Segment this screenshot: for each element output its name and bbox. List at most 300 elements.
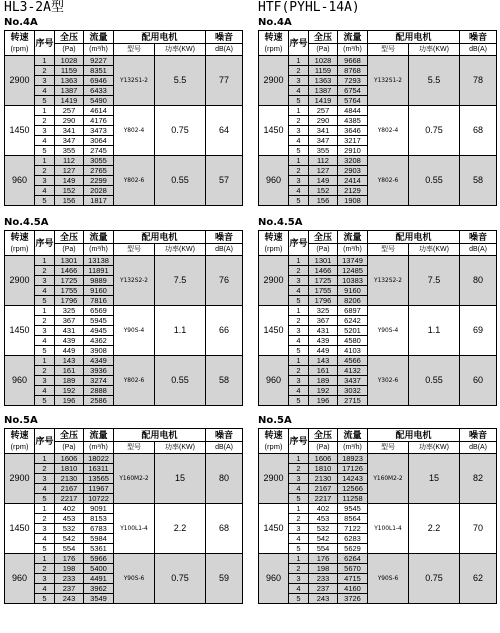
header-flow: 流量 [338, 429, 368, 442]
header-flow: 流量 [338, 231, 368, 244]
header-noise-unit: dB(A) [206, 44, 243, 56]
header-flow-unit: (m³/h) [338, 442, 368, 454]
header-seq: 序号 [35, 429, 55, 454]
flow-cell: 4566 [338, 356, 368, 366]
fan-table [4, 230, 243, 406]
header-speed-unit: (rpm) [10, 44, 29, 53]
header-pressure-unit: (Pa) [309, 44, 338, 56]
seq-cell: 4 [289, 386, 309, 396]
flow-cell: 13749 [338, 256, 368, 266]
table-row [259, 356, 497, 366]
seq-cell: 4 [35, 584, 55, 594]
pressure-cell: 1796 [309, 296, 338, 306]
flow-cell: 7293 [338, 76, 368, 86]
pressure-cell: 347 [55, 136, 84, 146]
table-row [259, 56, 497, 66]
model-cell: Y132S2-2 [368, 256, 409, 306]
pressure-cell: 143 [55, 356, 84, 366]
power-cell: 0.55 [409, 156, 460, 206]
power-cell: 2.2 [155, 504, 206, 554]
header-power: 功率(KW) [155, 244, 206, 256]
flow-cell: 8768 [338, 66, 368, 76]
table-row [259, 504, 497, 514]
pressure-cell: 176 [309, 554, 338, 564]
pressure-cell: 196 [309, 396, 338, 406]
speed-cell: 2900 [259, 454, 289, 504]
table-row [5, 256, 243, 266]
table-row [259, 554, 497, 564]
pressure-cell: 257 [309, 106, 338, 116]
flow-cell: 3208 [338, 156, 368, 166]
flow-cell: 10383 [338, 276, 368, 286]
table-row [5, 554, 243, 564]
power-cell: 2.2 [409, 504, 460, 554]
spacer [4, 206, 242, 216]
table-row [5, 356, 243, 366]
page-title: HL3-2A型 [4, 0, 64, 15]
pressure-cell: 198 [55, 564, 84, 574]
table-row [259, 156, 497, 166]
pressure-cell: 325 [55, 306, 84, 316]
seq-cell: 3 [289, 276, 309, 286]
noise-cell: 60 [460, 356, 497, 406]
pressure-cell: 439 [309, 336, 338, 346]
flow-cell: 2910 [338, 146, 368, 156]
header-motor: 配用电机 [368, 429, 460, 442]
flow-cell: 2903 [338, 166, 368, 176]
pressure-cell: 192 [309, 386, 338, 396]
seq-cell: 3 [289, 176, 309, 186]
header-power: 功率(KW) [409, 44, 460, 56]
header-noise-unit: dB(A) [460, 442, 497, 454]
column-right [258, 0, 496, 604]
pressure-cell: 367 [55, 316, 84, 326]
power-cell: 0.55 [409, 356, 460, 406]
seq-cell: 3 [289, 126, 309, 136]
flow-cell: 13565 [84, 474, 114, 484]
flow-cell: 3217 [338, 136, 368, 146]
flow-cell: 6283 [338, 534, 368, 544]
flow-cell: 5201 [338, 326, 368, 336]
flow-cell: 4580 [338, 336, 368, 346]
pressure-cell: 1810 [55, 464, 84, 474]
header-pressure: 全压 [309, 231, 338, 244]
speed-cell: 960 [259, 156, 289, 206]
flow-cell: 17126 [338, 464, 368, 474]
pressure-cell: 1755 [309, 286, 338, 296]
pressure-cell: 431 [55, 326, 84, 336]
flow-cell: 6433 [84, 86, 114, 96]
seq-cell: 4 [289, 584, 309, 594]
seq-cell: 5 [35, 544, 55, 554]
pressure-cell: 1466 [309, 266, 338, 276]
header-flow: 流量 [338, 31, 368, 44]
seq-cell: 5 [289, 396, 309, 406]
flow-cell: 5764 [338, 96, 368, 106]
flow-cell: 10722 [84, 494, 114, 504]
pressure-cell: 1159 [309, 66, 338, 76]
pressure-cell: 149 [309, 176, 338, 186]
power-cell: 7.5 [155, 256, 206, 306]
header-motor: 配用电机 [114, 31, 206, 44]
fan-table [4, 428, 243, 604]
seq-cell: 1 [289, 156, 309, 166]
seq-cell: 1 [35, 356, 55, 366]
pressure-cell: 1301 [309, 256, 338, 266]
flow-cell: 4491 [84, 574, 114, 584]
pressure-cell: 127 [309, 166, 338, 176]
seq-cell: 2 [289, 166, 309, 176]
model-cell: Y90S-4 [368, 306, 409, 356]
flow-cell: 2745 [84, 146, 114, 156]
seq-cell: 2 [289, 116, 309, 126]
model-cell: Y802-6 [114, 156, 155, 206]
pressure-cell: 367 [309, 316, 338, 326]
header-flow-unit: (m³/h) [338, 44, 368, 56]
pressure-cell: 449 [55, 346, 84, 356]
header-speed [259, 429, 289, 454]
flow-cell: 5945 [84, 316, 114, 326]
pressure-cell: 196 [55, 396, 84, 406]
pressure-cell: 532 [309, 524, 338, 534]
seq-cell: 5 [35, 146, 55, 156]
pressure-cell: 542 [55, 534, 84, 544]
header-seq: 序号 [35, 231, 55, 256]
header-speed-unit: (rpm) [264, 44, 283, 53]
table-row [5, 504, 243, 514]
flow-cell: 2765 [84, 166, 114, 176]
pressure-cell: 192 [55, 386, 84, 396]
spacer [258, 406, 496, 414]
header-noise: 噪音 [206, 31, 243, 44]
flow-cell: 1817 [84, 196, 114, 206]
flow-cell: 1908 [338, 196, 368, 206]
flow-cell: 3908 [84, 346, 114, 356]
noise-cell: 80 [460, 256, 497, 306]
seq-cell: 3 [35, 574, 55, 584]
header-speed-unit: (rpm) [10, 244, 29, 253]
header-speed-unit: (rpm) [264, 442, 283, 451]
flow-cell: 3064 [84, 136, 114, 146]
seq-cell: 2 [35, 116, 55, 126]
flow-cell: 3437 [338, 376, 368, 386]
pressure-cell: 1387 [309, 86, 338, 96]
seq-cell: 4 [35, 336, 55, 346]
header-motor: 配用电机 [368, 31, 460, 44]
pressure-cell: 341 [55, 126, 84, 136]
power-cell: 5.5 [409, 56, 460, 106]
seq-cell: 2 [289, 564, 309, 574]
spacer [4, 406, 242, 414]
flow-cell: 11258 [338, 494, 368, 504]
header-pressure: 全压 [309, 429, 338, 442]
model-cell: Y802-4 [114, 106, 155, 156]
flow-cell: 2715 [338, 396, 368, 406]
seq-cell: 1 [35, 454, 55, 464]
power-cell: 5.5 [155, 56, 206, 106]
header-pressure-unit: (Pa) [55, 244, 84, 256]
model-cell: Y160M2-2 [368, 454, 409, 504]
seq-cell: 5 [289, 494, 309, 504]
header-speed [259, 31, 289, 56]
seq-cell: 1 [289, 256, 309, 266]
header-pressure-unit: (Pa) [55, 44, 84, 56]
flow-cell: 6946 [84, 76, 114, 86]
table-row [259, 306, 497, 316]
header-noise: 噪音 [460, 31, 497, 44]
seq-cell: 3 [289, 326, 309, 336]
pressure-cell: 149 [55, 176, 84, 186]
seq-cell: 3 [35, 276, 55, 286]
pressure-cell: 2217 [55, 494, 84, 504]
seq-cell: 5 [35, 396, 55, 406]
model-cell: Y802-6 [368, 156, 409, 206]
flow-cell: 6783 [84, 524, 114, 534]
pressure-cell: 1796 [55, 296, 84, 306]
pressure-cell: 1466 [55, 266, 84, 276]
noise-cell: 58 [460, 156, 497, 206]
speed-cell: 1450 [259, 106, 289, 156]
flow-cell: 9091 [84, 504, 114, 514]
seq-cell: 2 [35, 266, 55, 276]
model-cell: Y90S-6 [368, 554, 409, 604]
seq-cell: 4 [35, 386, 55, 396]
flow-cell: 3726 [338, 594, 368, 604]
header-noise: 噪音 [206, 429, 243, 442]
flow-cell: 16311 [84, 464, 114, 474]
pressure-cell: 1606 [309, 454, 338, 464]
seq-cell: 5 [35, 196, 55, 206]
flow-cell: 6242 [338, 316, 368, 326]
seq-cell: 4 [289, 286, 309, 296]
header-speed-label: 转速 [10, 430, 29, 440]
block-title: No.5A [258, 415, 292, 426]
header-speed-unit: (rpm) [10, 442, 29, 451]
pressure-cell: 1755 [55, 286, 84, 296]
header-power: 功率(KW) [155, 442, 206, 454]
table-row [259, 454, 497, 464]
flow-cell: 2299 [84, 176, 114, 186]
pressure-cell: 161 [55, 366, 84, 376]
seq-cell: 3 [35, 474, 55, 484]
pressure-cell: 325 [309, 306, 338, 316]
header-seq: 序号 [289, 231, 309, 256]
seq-cell: 4 [289, 186, 309, 196]
seq-cell: 4 [289, 534, 309, 544]
flow-cell: 4945 [84, 326, 114, 336]
power-cell: 15 [409, 454, 460, 504]
header-flow-unit: (m³/h) [84, 442, 114, 454]
speed-cell: 1450 [5, 504, 35, 554]
seq-cell: 4 [35, 534, 55, 544]
seq-cell: 3 [289, 524, 309, 534]
seq-cell: 5 [289, 346, 309, 356]
speed-cell: 960 [5, 356, 35, 406]
header-noise: 噪音 [460, 231, 497, 244]
pressure-cell: 453 [55, 514, 84, 524]
flow-cell: 4349 [84, 356, 114, 366]
power-cell: 7.5 [409, 256, 460, 306]
header-pressure-unit: (Pa) [55, 442, 84, 454]
seq-cell: 5 [35, 296, 55, 306]
seq-cell: 5 [289, 296, 309, 306]
header-speed-unit: (rpm) [264, 244, 283, 253]
block-title: No.5A [4, 415, 38, 426]
pressure-cell: 161 [309, 366, 338, 376]
flow-cell: 4362 [84, 336, 114, 346]
model-cell: Y132S1-2 [114, 56, 155, 106]
noise-cell: 59 [206, 554, 243, 604]
noise-cell: 68 [206, 504, 243, 554]
power-cell: 15 [155, 454, 206, 504]
noise-cell: 70 [460, 504, 497, 554]
model-cell: Y90S-6 [114, 554, 155, 604]
pressure-cell: 554 [55, 544, 84, 554]
flow-cell: 5490 [84, 96, 114, 106]
pressure-cell: 189 [309, 376, 338, 386]
speed-cell: 1450 [5, 106, 35, 156]
header-speed [5, 31, 35, 56]
seq-cell: 2 [289, 316, 309, 326]
pressure-cell: 1725 [55, 276, 84, 286]
flow-cell: 8351 [84, 66, 114, 76]
pressure-cell: 112 [309, 156, 338, 166]
flow-cell: 4103 [338, 346, 368, 356]
seq-cell: 1 [35, 306, 55, 316]
flow-cell: 9160 [84, 286, 114, 296]
spacer [258, 206, 496, 216]
seq-cell: 1 [289, 306, 309, 316]
seq-cell: 4 [35, 286, 55, 296]
model-cell: Y302-6 [368, 356, 409, 406]
seq-cell: 5 [35, 594, 55, 604]
header-model: 型号 [368, 44, 409, 56]
seq-cell: 2 [35, 514, 55, 524]
flow-cell: 5361 [84, 544, 114, 554]
speed-cell: 960 [5, 156, 35, 206]
flow-cell: 7122 [338, 524, 368, 534]
pressure-cell: 402 [55, 504, 84, 514]
pressure-cell: 257 [55, 106, 84, 116]
seq-cell: 1 [35, 56, 55, 66]
header-speed [259, 231, 289, 256]
seq-cell: 2 [35, 464, 55, 474]
flow-cell: 5400 [84, 564, 114, 574]
seq-cell: 4 [289, 484, 309, 494]
pressure-cell: 2217 [309, 494, 338, 504]
block-title: No.4A [258, 17, 292, 28]
table-row [5, 56, 243, 66]
pressure-cell: 453 [309, 514, 338, 524]
header-model: 型号 [368, 244, 409, 256]
table-row [5, 156, 243, 166]
flow-cell: 9160 [338, 286, 368, 296]
header-noise-unit: dB(A) [206, 244, 243, 256]
pressure-cell: 542 [309, 534, 338, 544]
pressure-cell: 1363 [55, 76, 84, 86]
flow-cell: 3055 [84, 156, 114, 166]
noise-cell: 66 [206, 306, 243, 356]
seq-cell: 1 [289, 454, 309, 464]
header-pressure-unit: (Pa) [309, 244, 338, 256]
pressure-cell: 532 [55, 524, 84, 534]
flow-cell: 7816 [84, 296, 114, 306]
header-noise: 噪音 [206, 231, 243, 244]
seq-cell: 5 [289, 96, 309, 106]
power-cell: 1.1 [155, 306, 206, 356]
header-pressure: 全压 [55, 31, 84, 44]
power-cell: 0.55 [155, 356, 206, 406]
noise-cell: 82 [460, 454, 497, 504]
flow-cell: 2414 [338, 176, 368, 186]
flow-cell: 2028 [84, 186, 114, 196]
header-speed [5, 231, 35, 256]
power-cell: 0.75 [155, 554, 206, 604]
pressure-cell: 402 [309, 504, 338, 514]
pressure-cell: 1725 [309, 276, 338, 286]
header-speed-label: 转速 [264, 430, 283, 440]
pressure-cell: 355 [55, 146, 84, 156]
header-motor: 配用电机 [368, 231, 460, 244]
flow-cell: 5629 [338, 544, 368, 554]
pressure-cell: 355 [309, 146, 338, 156]
flow-cell: 4160 [338, 584, 368, 594]
flow-cell: 3962 [84, 584, 114, 594]
speed-cell: 1450 [259, 504, 289, 554]
pressure-cell: 2130 [309, 474, 338, 484]
header-flow: 流量 [84, 31, 114, 44]
pressure-cell: 189 [55, 376, 84, 386]
flow-cell: 6264 [338, 554, 368, 564]
pressure-cell: 176 [55, 554, 84, 564]
seq-cell: 2 [35, 166, 55, 176]
flow-cell: 3032 [338, 386, 368, 396]
table-row [5, 106, 243, 116]
header-seq: 序号 [289, 31, 309, 56]
model-cell: Y100L1-4 [114, 504, 155, 554]
model-cell: Y90S-4 [114, 306, 155, 356]
fan-table [4, 30, 243, 206]
seq-cell: 2 [289, 464, 309, 474]
block-title: No.4.5A [4, 217, 49, 228]
flow-cell: 12485 [338, 266, 368, 276]
seq-cell: 2 [35, 316, 55, 326]
model-cell: Y132S2-2 [114, 256, 155, 306]
block-title: No.4.5A [258, 217, 303, 228]
pressure-cell: 341 [309, 126, 338, 136]
table-row [259, 106, 497, 116]
header-speed-label: 转速 [10, 232, 29, 242]
header-pressure: 全压 [55, 429, 84, 442]
power-cell: 0.75 [155, 106, 206, 156]
flow-cell: 11891 [84, 266, 114, 276]
header-speed-label: 转速 [264, 232, 283, 242]
pressure-cell: 156 [55, 196, 84, 206]
seq-cell: 2 [289, 514, 309, 524]
seq-cell: 1 [35, 554, 55, 564]
flow-cell: 9889 [84, 276, 114, 286]
power-cell: 0.75 [409, 554, 460, 604]
column-left [4, 0, 242, 604]
header-noise: 噪音 [460, 429, 497, 442]
seq-cell: 1 [35, 256, 55, 266]
header-seq: 序号 [289, 429, 309, 454]
header-noise-unit: dB(A) [460, 244, 497, 256]
speed-cell: 1450 [5, 306, 35, 356]
flow-cell: 6569 [84, 306, 114, 316]
flow-cell: 4614 [84, 106, 114, 116]
header-model: 型号 [114, 44, 155, 56]
